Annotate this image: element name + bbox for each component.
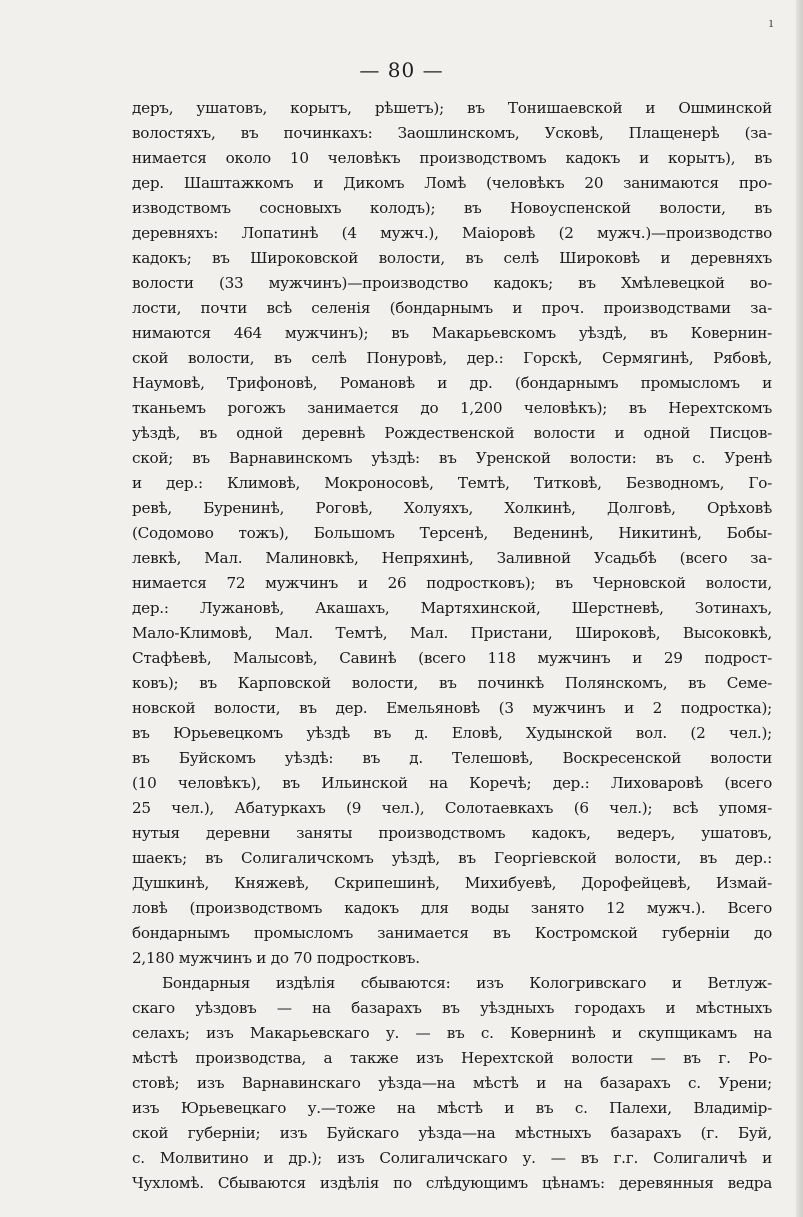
text-line: селахъ; изъ Макарьевскаго у. — въ с. Ковернинѣ и скупщикамъ на [132,1024,772,1042]
text-line: ской; въ Варнавинскомъ уѣздѣ: въ Уренской волости: въ с. Уренѣ [132,449,772,467]
text-line: ской волости, въ селѣ Понуровѣ, дер.: Горскѣ, Сермягинѣ, Рябовѣ, [132,349,772,367]
text-line: дер. Шаштажкомъ и Дикомъ Ломѣ (человѣкъ 20 занимаются про- [132,174,772,192]
text-line: ревѣ, Буренинѣ, Роговѣ, Холуяхъ, Холкинѣ, Долговѣ, Орѣховѣ [132,499,772,517]
page-edge-shadow [796,0,803,1217]
body-text [132,96,772,1196]
text-line: уѣздѣ, въ одной деревнѣ Рождественской волости и одной Писцов- [132,424,772,442]
text-line: въ Буйскомъ уѣздѣ: въ д. Телешовѣ, Воскресенской волости [132,749,772,767]
text-line: ской губерніи; изъ Буйскаго уѣзда—на мѣстныхъ базарахъ (г. Буй, [132,1124,772,1142]
corner-mark: ı [769,16,774,31]
text-line: левкѣ, Мал. Малиновкѣ, Непряхинѣ, Заливной Усадьбѣ (всего за- [132,549,772,567]
text-line: 25 чел.), Абатуркахъ (9 чел.), Солотаевкахъ (6 чел.); всѣ упомя- [132,799,772,817]
text-line: Чухломѣ. Сбываются издѣлія по слѣдующимъ цѣнамъ: деревянныя ведра [132,1174,772,1192]
text-line: Наумовѣ, Трифоновѣ, Романовѣ и др. (бондарнымъ промысломъ и [132,374,772,392]
text-line: Мало-Климовѣ, Мал. Темтѣ, Мал. Пристани, Широковѣ, Высоковкѣ, [132,624,772,642]
text-line: Стафѣевѣ, Малысовѣ, Савинѣ (всего 118 мужчинъ и 29 подрост- [132,649,772,667]
text-line: изводствомъ сосновыхъ колодъ); въ Новоуспенской волости, въ [132,199,772,217]
text-line: кадокъ; въ Широковской волости, въ селѣ Широковѣ и деревняхъ [132,249,772,267]
text-line: 2,180 мужчинъ и до 70 подростковъ. [132,949,420,967]
text-line: мѣстѣ производства, а также изъ Нерехтской волости — въ г. Ро- [132,1049,772,1067]
text-line: Душкинѣ, Княжевѣ, Скрипешинѣ, Михибуевѣ, Дорофейцевѣ, Измай- [132,874,772,892]
text-line: скаго уѣздовъ — на базарахъ въ уѣздныхъ городахъ и мѣстныхъ [132,999,772,1017]
text-line: (10 человѣкъ), въ Ильинской на Коречѣ; дер.: Лиховаровѣ (всего [132,774,772,792]
text-line: нутыя деревни заняты производствомъ кадокъ, ведеръ, ушатовъ, [132,824,772,842]
text-line: новской волости, въ дер. Емельяновѣ (3 мужчинъ и 2 подростка); [132,699,772,717]
text-line: волости (33 мужчинъ)—производство кадокъ; въ Хмѣлевецкой во- [132,274,772,292]
text-line: дер.: Лужановѣ, Акашахъ, Мартяхинской, Шерстневѣ, Зотинахъ, [132,599,772,617]
text-line: лости, почти всѣ селенія (бондарнымъ и проч. производствами за- [132,299,772,317]
text-line: нимаются 464 мужчинъ); въ Макарьевскомъ уѣздѣ, въ Ковернин- [132,324,772,342]
text-line: стовѣ; изъ Варнавинскаго уѣзда—на мѣстѣ и на базарахъ с. Урени; [132,1074,772,1092]
text-line: тканьемъ рогожъ занимается до 1,200 человѣкъ); въ Нерехтскомъ [132,399,772,417]
text-line: волостяхъ, въ починкахъ: Заошлинскомъ, Усковѣ, Плащенерѣ (за- [132,124,772,142]
text-line: деръ, ушатовъ, корытъ, рѣшетъ); въ Тонишаевской и Ошминской [132,99,772,117]
text-line: бондарнымъ промысломъ занимается въ Костромской губерніи до [132,924,772,942]
text-line: (Содомово тожъ), Большомъ Терсенѣ, Веденинѣ, Никитинѣ, Бобы- [132,524,772,542]
text-line: ковъ); въ Карповской волости, въ починкѣ Полянскомъ, въ Семе- [132,674,772,692]
text-line: Бондарныя издѣлія сбываются: изъ Кологривскаго и Ветлуж- [162,974,772,992]
text-line: с. Молвитино и др.); изъ Солигаличскаго у. — въ г.г. Солигаличѣ и [132,1149,772,1167]
text-line: въ Юрьевецкомъ уѣздѣ въ д. Еловѣ, Худынской вол. (2 чел.); [132,724,772,742]
page-number: — 80 — [359,58,444,82]
text-line: нимается около 10 человѣкъ производствомъ кадокъ и корытъ), въ [132,149,772,167]
text-line: изъ Юрьевецкаго у.—тоже на мѣстѣ и въ с. Палехи, Владимір- [132,1099,772,1117]
text-line: нимается 72 мужчинъ и 26 подростковъ); въ Черновской волости, [132,574,772,592]
text-line: шаекъ; въ Солигаличскомъ уѣздѣ, въ Георгіевской волости, въ дер.: [132,849,772,867]
text-line: ловѣ (производствомъ кадокъ для воды занято 12 мужч.). Всего [132,899,772,917]
text-line: и дер.: Климовѣ, Мокроносовѣ, Темтѣ, Титковѣ, Безводномъ, Го- [132,474,772,492]
text-line: деревняхъ: Лопатинѣ (4 мужч.), Маіоровѣ (2 мужч.)—производство [132,224,772,242]
